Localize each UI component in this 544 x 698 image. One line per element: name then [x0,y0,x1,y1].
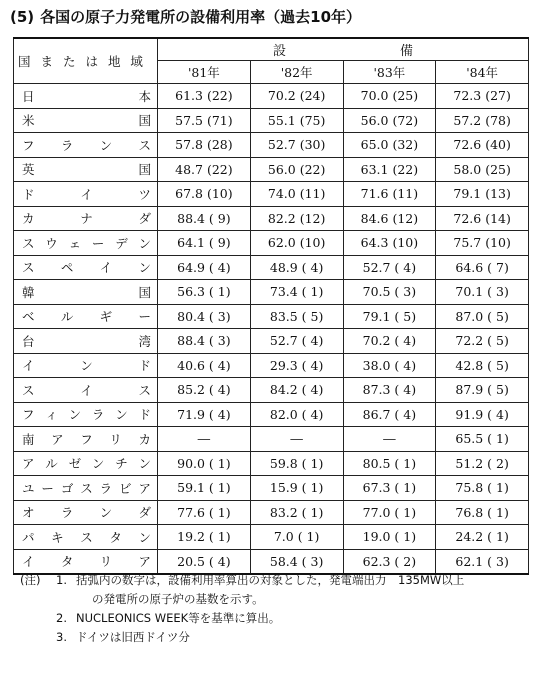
country-name-char: ス [80,480,93,496]
country-name [14,255,158,280]
utilization-cell: 65.0 (32) [343,133,436,158]
country-name-char: 台 [22,333,35,349]
country-name-char: ユ [22,480,35,496]
country-name-char: ィ [45,407,58,423]
table-row [14,84,529,109]
country-name-char: ン [138,529,151,545]
notes [20,571,535,647]
region-header-char: 域 [130,54,143,69]
group-header-char: 設 [273,44,287,59]
group-header [158,38,529,61]
utilization-cell: 79.1 ( 5) [343,304,436,329]
utilization-cell: 75.8 ( 1) [436,476,529,501]
utilization-cell: ― [250,427,343,452]
country-name-char: ダ [138,211,151,227]
country-name-char: チ [115,456,128,472]
utilization-cell: 40.6 ( 4) [158,353,251,378]
country-name-char: ギ [99,309,113,325]
table-row [14,378,529,403]
table-row [14,329,529,354]
utilization-cell: 52.7 ( 4) [343,255,436,280]
country-name [14,108,158,133]
utilization-cell: 57.2 (78) [436,108,529,133]
country-name [14,157,158,182]
utilization-cell: 70.2 (24) [250,84,343,109]
utilization-cell: 72.3 (27) [436,84,529,109]
country-name-char: 国 [138,284,151,300]
table-row [14,182,529,207]
country-name-char: ン [99,137,113,153]
table-row [14,402,529,427]
country-name-char: ラ [99,480,113,496]
year-header: '81年 [158,61,251,84]
country-name-char: イ [22,554,35,570]
utilization-cell: 86.7 ( 4) [343,402,436,427]
country-name-char: ゼ [68,456,82,472]
utilization-cell: 51.2 ( 2) [436,451,529,476]
country-name-char: リ [109,431,122,447]
utilization-cell: 19.0 ( 1) [343,525,436,550]
country-name-char: ド [22,186,35,202]
utilization-cell: 67.8 (10) [158,182,251,207]
utilization-cell: 76.8 ( 1) [436,500,529,525]
utilization-cell: 70.2 ( 4) [343,329,436,354]
utilization-cell: 57.5 (71) [158,108,251,133]
note-item [20,628,535,647]
country-name-char: ル [45,456,58,472]
country-name [14,231,158,256]
country-name-char: ン [115,407,128,423]
year-header: '83年 [343,61,436,84]
country-name-char: ア [51,431,64,447]
table-row [14,280,529,305]
page-title [10,6,361,27]
country-name-char: 湾 [138,333,151,349]
utilization-cell: 7.0 ( 1) [250,525,343,550]
table-row [14,157,529,182]
table-row [14,451,529,476]
utilization-cell: 63.1 (22) [343,157,436,182]
country-name-char: ラ [60,505,74,521]
country-name-char: イ [22,358,35,374]
note-number: 1. [56,573,67,587]
utilization-cell: 84.6 (12) [343,206,436,231]
table-row [14,206,529,231]
utilization-cell: 74.0 (11) [250,182,343,207]
utilization-cell: 67.3 ( 1) [343,476,436,501]
utilization-cell: 64.6 ( 7) [436,255,529,280]
country-name-char: 韓 [22,284,35,300]
note-item [20,609,535,628]
country-name-char: 南 [22,431,35,447]
country-name-char: ツ [138,186,151,202]
year-header: '82年 [250,61,343,84]
country-name-char: ベ [22,309,35,325]
country-name-char: タ [60,554,74,570]
utilization-cell: 56.3 ( 1) [158,280,251,305]
country-name-char: ス [138,382,151,398]
utilization-cell: 80.5 ( 1) [343,451,436,476]
utilization-cell: 91.9 ( 4) [436,402,529,427]
country-name-char: オ [22,505,35,521]
utilization-cell: 70.1 ( 3) [436,280,529,305]
table-row [14,133,529,158]
country-name-char: タ [109,529,122,545]
country-name-char: 国 [138,113,151,129]
utilization-cell: 52.7 ( 4) [250,329,343,354]
table-row [14,427,529,452]
utilization-cell: 64.3 (10) [343,231,436,256]
country-name [14,84,158,109]
country-name-char: イ [80,382,93,398]
notes-label: (注) [20,573,41,587]
country-name-char: ス [22,260,35,276]
utilization-cell: 82.0 ( 4) [250,402,343,427]
country-name [14,378,158,403]
utilization-cell: 87.3 ( 4) [343,378,436,403]
country-name [14,133,158,158]
country-name-char: ス [22,382,35,398]
country-name-char: ン [138,456,151,472]
country-name [14,525,158,550]
year-header: '84年 [436,61,529,84]
utilization-cell: 64.1 ( 9) [158,231,251,256]
country-name-char: ス [80,529,93,545]
country-name-char: キ [51,529,64,545]
utilization-table [13,37,529,575]
country-name [14,304,158,329]
utilization-cell: 72.2 ( 5) [436,329,529,354]
country-name-char: ア [138,554,151,570]
header-row-group [14,38,529,61]
utilization-cell: 48.9 ( 4) [250,255,343,280]
utilization-cell: 79.1 (13) [436,182,529,207]
utilization-cell: 80.4 ( 3) [158,304,251,329]
country-name-char: イ [99,260,113,276]
country-name-char: ウ [45,235,58,251]
utilization-cell: 38.0 ( 4) [343,353,436,378]
country-name-char: ン [80,358,93,374]
country-name-char: ゴ [60,480,74,496]
country-name-char: ン [91,456,105,472]
country-name-char: ド [138,407,151,423]
country-name-char: ェ [68,235,82,251]
utilization-cell: 88.4 ( 3) [158,329,251,354]
utilization-cell: 87.9 ( 5) [436,378,529,403]
country-name [14,206,158,231]
table-row [14,231,529,256]
country-name-char: カ [22,211,35,227]
country-name-char: ン [99,505,113,521]
utilization-cell: 57.8 (28) [158,133,251,158]
utilization-cell: 71.9 ( 4) [158,402,251,427]
utilization-cell: 62.3 ( 2) [343,549,436,574]
country-name-char: ー [91,235,105,251]
country-name-char: ン [138,235,151,251]
country-name [14,280,158,305]
region-header-char: た [62,54,76,69]
utilization-cell: 56.0 (72) [343,108,436,133]
country-name [14,182,158,207]
region-header-char: ま [40,54,53,69]
country-name-char: フ [80,431,93,447]
country-name-char: 本 [138,88,151,104]
utilization-cell: 64.9 ( 4) [158,255,251,280]
country-name-char: 米 [22,113,35,129]
country-name-char: フ [22,137,35,153]
utilization-cell: 72.6 (40) [436,133,529,158]
note-text-continued: の発電所の原子炉の基数を示す。 [92,592,264,606]
country-name-char: デ [115,235,128,251]
utilization-cell: 82.2 (12) [250,206,343,231]
region-header-char: 地 [107,54,121,69]
table-row [14,525,529,550]
note-text: ドイツは旧西ドイツ分 [76,630,190,644]
country-name-char: ー [138,309,151,325]
table-row [14,304,529,329]
country-name-char: ー [41,480,54,496]
country-name-char: 日 [22,88,35,104]
country-name-char: ナ [80,211,93,227]
utilization-cell: 24.2 ( 1) [436,525,529,550]
country-name-char: ル [60,309,74,325]
country-name-char: 国 [138,162,151,178]
country-name-char: ア [138,480,151,496]
utilization-cell: 77.6 ( 1) [158,500,251,525]
utilization-cell: 55.1 (75) [250,108,343,133]
region-header-char: 国 [18,54,31,69]
table-row [14,353,529,378]
utilization-cell: 48.7 (22) [158,157,251,182]
utilization-cell: 65.5 ( 1) [436,427,529,452]
note-number: 3. [56,630,67,644]
utilization-cell: 87.0 ( 5) [436,304,529,329]
group-header-char: 備 [399,44,413,59]
utilization-cell: 56.0 (22) [250,157,343,182]
utilization-cell: 58.0 (25) [436,157,529,182]
note-number: 2. [56,611,67,625]
utilization-cell: 90.0 ( 1) [158,451,251,476]
country-name-char: ダ [138,505,151,521]
country-name [14,476,158,501]
utilization-cell: 73.4 ( 1) [250,280,343,305]
title-text: 各国の原子力発電所の設備利用率（過去10年） [40,8,362,26]
utilization-cell: 42.8 ( 5) [436,353,529,378]
utilization-cell: 15.9 ( 1) [250,476,343,501]
country-name-char: イ [80,186,93,202]
country-name-char: ア [22,456,35,472]
utilization-cell: 19.2 ( 1) [158,525,251,550]
utilization-cell: 84.2 ( 4) [250,378,343,403]
note-item [20,571,535,590]
utilization-cell: 70.0 (25) [343,84,436,109]
country-name-char: ス [138,137,151,153]
country-name [14,329,158,354]
country-name [14,353,158,378]
utilization-cell: 71.6 (11) [343,182,436,207]
utilization-cell: ― [158,427,251,452]
country-name-char: ス [22,235,35,251]
utilization-cell: 52.7 (30) [250,133,343,158]
country-name [14,500,158,525]
country-name-char: ン [138,260,151,276]
utilization-cell: 70.5 ( 3) [343,280,436,305]
region-header-char: は [85,54,98,69]
utilization-cell: 59.8 ( 1) [250,451,343,476]
title-number: (5) [10,8,35,26]
country-name-char: 英 [22,162,35,178]
country-name [14,427,158,452]
utilization-cell: 75.7 (10) [436,231,529,256]
country-name [14,451,158,476]
utilization-cell: 61.3 (22) [158,84,251,109]
utilization-cell: 58.4 ( 3) [250,549,343,574]
country-name-char: フ [22,407,35,423]
utilization-cell: 62.1 ( 3) [436,549,529,574]
utilization-cell: 62.0 (10) [250,231,343,256]
table-row [14,500,529,525]
country-name-char: パ [22,529,35,545]
utilization-cell: 77.0 ( 1) [343,500,436,525]
note-text: 括弧内の数字は，設備利用率算出の対象とした，発電端出力 135MW以上 [76,573,465,587]
utilization-cell: 88.4 ( 9) [158,206,251,231]
utilization-cell: 20.5 ( 4) [158,549,251,574]
utilization-cell: ― [343,427,436,452]
region-header [14,38,158,84]
country-name [14,402,158,427]
utilization-cell: 83.5 ( 5) [250,304,343,329]
country-name-char: ラ [60,137,74,153]
utilization-cell: 59.1 ( 1) [158,476,251,501]
country-name-char: ペ [60,260,74,276]
country-name-char: ラ [91,407,105,423]
note-text: NUCLEONICS WEEK等を基準に算出。 [76,611,281,625]
country-name-char: カ [138,431,151,447]
utilization-cell: 83.2 ( 1) [250,500,343,525]
utilization-cell: 85.2 ( 4) [158,378,251,403]
table-row [14,476,529,501]
utilization-cell: 29.3 ( 4) [250,353,343,378]
country-name-char: ビ [119,480,132,496]
country-name-char: ン [68,407,82,423]
country-name-char: ド [138,358,151,374]
table-row [14,255,529,280]
country-name-char: リ [99,554,113,570]
utilization-cell: 72.6 (14) [436,206,529,231]
table-row [14,108,529,133]
